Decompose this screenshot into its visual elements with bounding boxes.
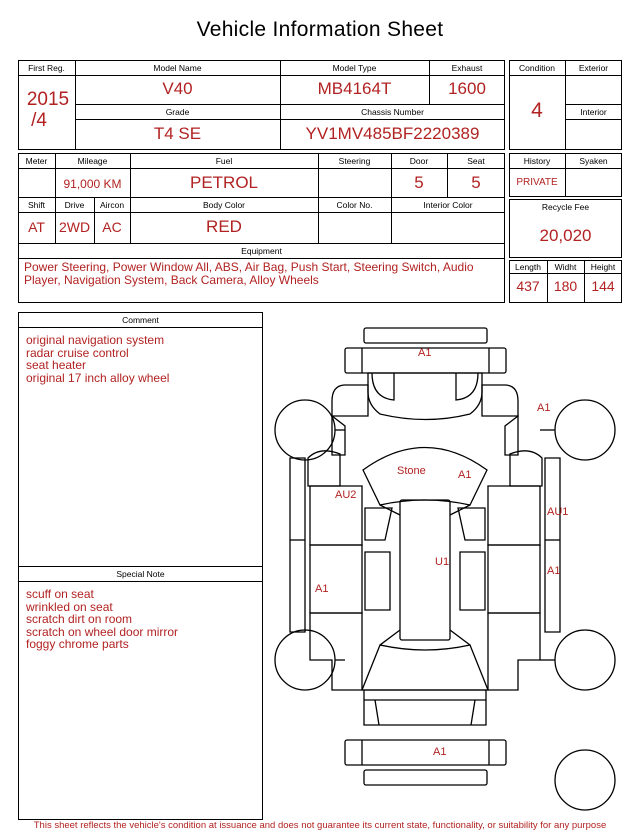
equipment-value: Power Steering, Power Window All, ABS, Air Bag, Push Start, Steering Switch, Audio Player, Navigation System, Back Camera, Alloy Wheels	[24, 260, 474, 287]
door-label: Door	[409, 156, 429, 166]
comment-line: seat heater	[26, 358, 87, 373]
exhaust-value: 1600	[448, 79, 486, 98]
damage-left-rear-door: A1	[315, 583, 329, 595]
comment-line: radar cruise control	[26, 345, 129, 360]
shift-label: Shift	[27, 200, 45, 210]
wheel-front-right	[555, 400, 615, 460]
recycle-fee-label: Recycle Fee	[541, 202, 590, 212]
damage-right-fender: A1	[537, 402, 551, 414]
comment-label: Comment	[122, 315, 159, 325]
left-fender-strip	[290, 458, 305, 632]
body-color-label: Body Color	[202, 200, 246, 210]
disclaimer-footer: This sheet reflects the vehicle's condition at issuance and does not guarantee its current state, functionality, or suitability for any purpose	[33, 820, 607, 831]
special-note-line: scuff on seat	[26, 587, 94, 601]
model-type-label: Model Type	[332, 63, 377, 73]
spare-wheel	[555, 750, 615, 810]
page-title: Vehicle Information Sheet	[196, 18, 444, 41]
special-note-line: wrinkled on seat	[26, 599, 113, 614]
special-note-label: Special Note	[116, 569, 165, 579]
right-body-side	[482, 385, 518, 416]
height-value: 144	[591, 278, 615, 294]
special-note-line: foggy chrome parts	[26, 637, 129, 652]
rear-bumper-bottom	[364, 770, 487, 785]
length-label: Length	[515, 262, 541, 272]
first-reg-year: 2015	[26, 89, 70, 110]
roof	[400, 500, 450, 640]
grade-label: Grade	[165, 107, 190, 117]
front-bumper-top	[364, 328, 487, 343]
exterior-label: Exterior	[578, 63, 609, 73]
comment-line: original 17 inch alloy wheel	[26, 370, 170, 385]
right-rear-door	[488, 545, 540, 613]
width-value: 180	[553, 278, 578, 294]
special-note-line: scratch on wheel door mirror	[26, 624, 179, 639]
door-value: 5	[414, 173, 424, 192]
aircon-value: AC	[102, 219, 122, 235]
mileage-label: Mileage	[77, 156, 108, 166]
rear-bumper	[345, 740, 506, 765]
damage-windshield-stone: Stone	[397, 465, 426, 477]
grade-value: T4 SE	[153, 124, 202, 143]
damage-right-rear-door: A1	[547, 565, 561, 577]
drive-label: Drive	[64, 200, 85, 210]
exhaust-label: Exhaust	[451, 63, 483, 73]
first-reg-month: /4	[31, 110, 47, 131]
aircon-label: Aircon	[99, 200, 125, 210]
seat-label: Seat	[467, 156, 485, 166]
equipment-label: Equipment	[241, 246, 282, 256]
condition-label: Condition	[519, 63, 555, 73]
chassis-label: Chassis Number	[361, 107, 424, 117]
comment-line: original navigation system	[26, 333, 165, 347]
wheel-front-left	[275, 400, 335, 460]
fuel-label: Fuel	[215, 156, 233, 166]
damage-windshield: A1	[458, 469, 472, 481]
history-value: PRIVATE	[516, 177, 558, 188]
chassis-value: YV1MV485BF2220389	[305, 124, 480, 143]
mileage-value: 91,000 KM	[63, 177, 122, 191]
damage-roof: U1	[435, 556, 450, 568]
special-note-line: scratch dirt on room	[26, 612, 133, 627]
drive-value: 2WD	[58, 219, 91, 235]
model-name-value: V40	[162, 79, 193, 98]
seat-value: 5	[471, 173, 481, 192]
interior-color-label: Interior Color	[423, 200, 473, 210]
width-label: Widht	[554, 262, 577, 272]
left-rear-door	[310, 545, 362, 613]
right-front-door	[488, 486, 540, 545]
color-no-label: Color No.	[336, 200, 373, 210]
damage-rear-bumper: A1	[433, 746, 447, 758]
damage-front-bumper: A1	[418, 347, 432, 359]
syaken-label: Syaken	[579, 156, 608, 166]
first-reg-label: First Reg.	[28, 63, 65, 73]
shift-value: AT	[28, 219, 45, 235]
condition-value: 4	[531, 99, 543, 122]
right-fender-strip	[545, 458, 560, 632]
rear-window	[362, 645, 488, 690]
damage-right-front-door: AU1	[547, 506, 569, 518]
fuel-value: PETROL	[189, 173, 259, 192]
length-value: 437	[516, 278, 540, 294]
height-label: Height	[590, 262, 616, 272]
model-name-label: Model Name	[153, 63, 202, 73]
trunk	[364, 690, 486, 725]
steering-label: Steering	[338, 156, 371, 166]
hood	[368, 373, 482, 420]
body-color-value: RED	[206, 217, 242, 236]
damage-left-front-door: AU2	[335, 489, 357, 501]
history-label: History	[523, 156, 551, 166]
meter-label: Meter	[25, 156, 48, 166]
model-type-value: MB4164T	[317, 79, 392, 98]
left-body-side	[332, 385, 368, 416]
interior-label: Interior	[580, 107, 607, 117]
wheel-rear-right	[555, 630, 615, 690]
recycle-fee-value: 20,020	[539, 226, 592, 245]
